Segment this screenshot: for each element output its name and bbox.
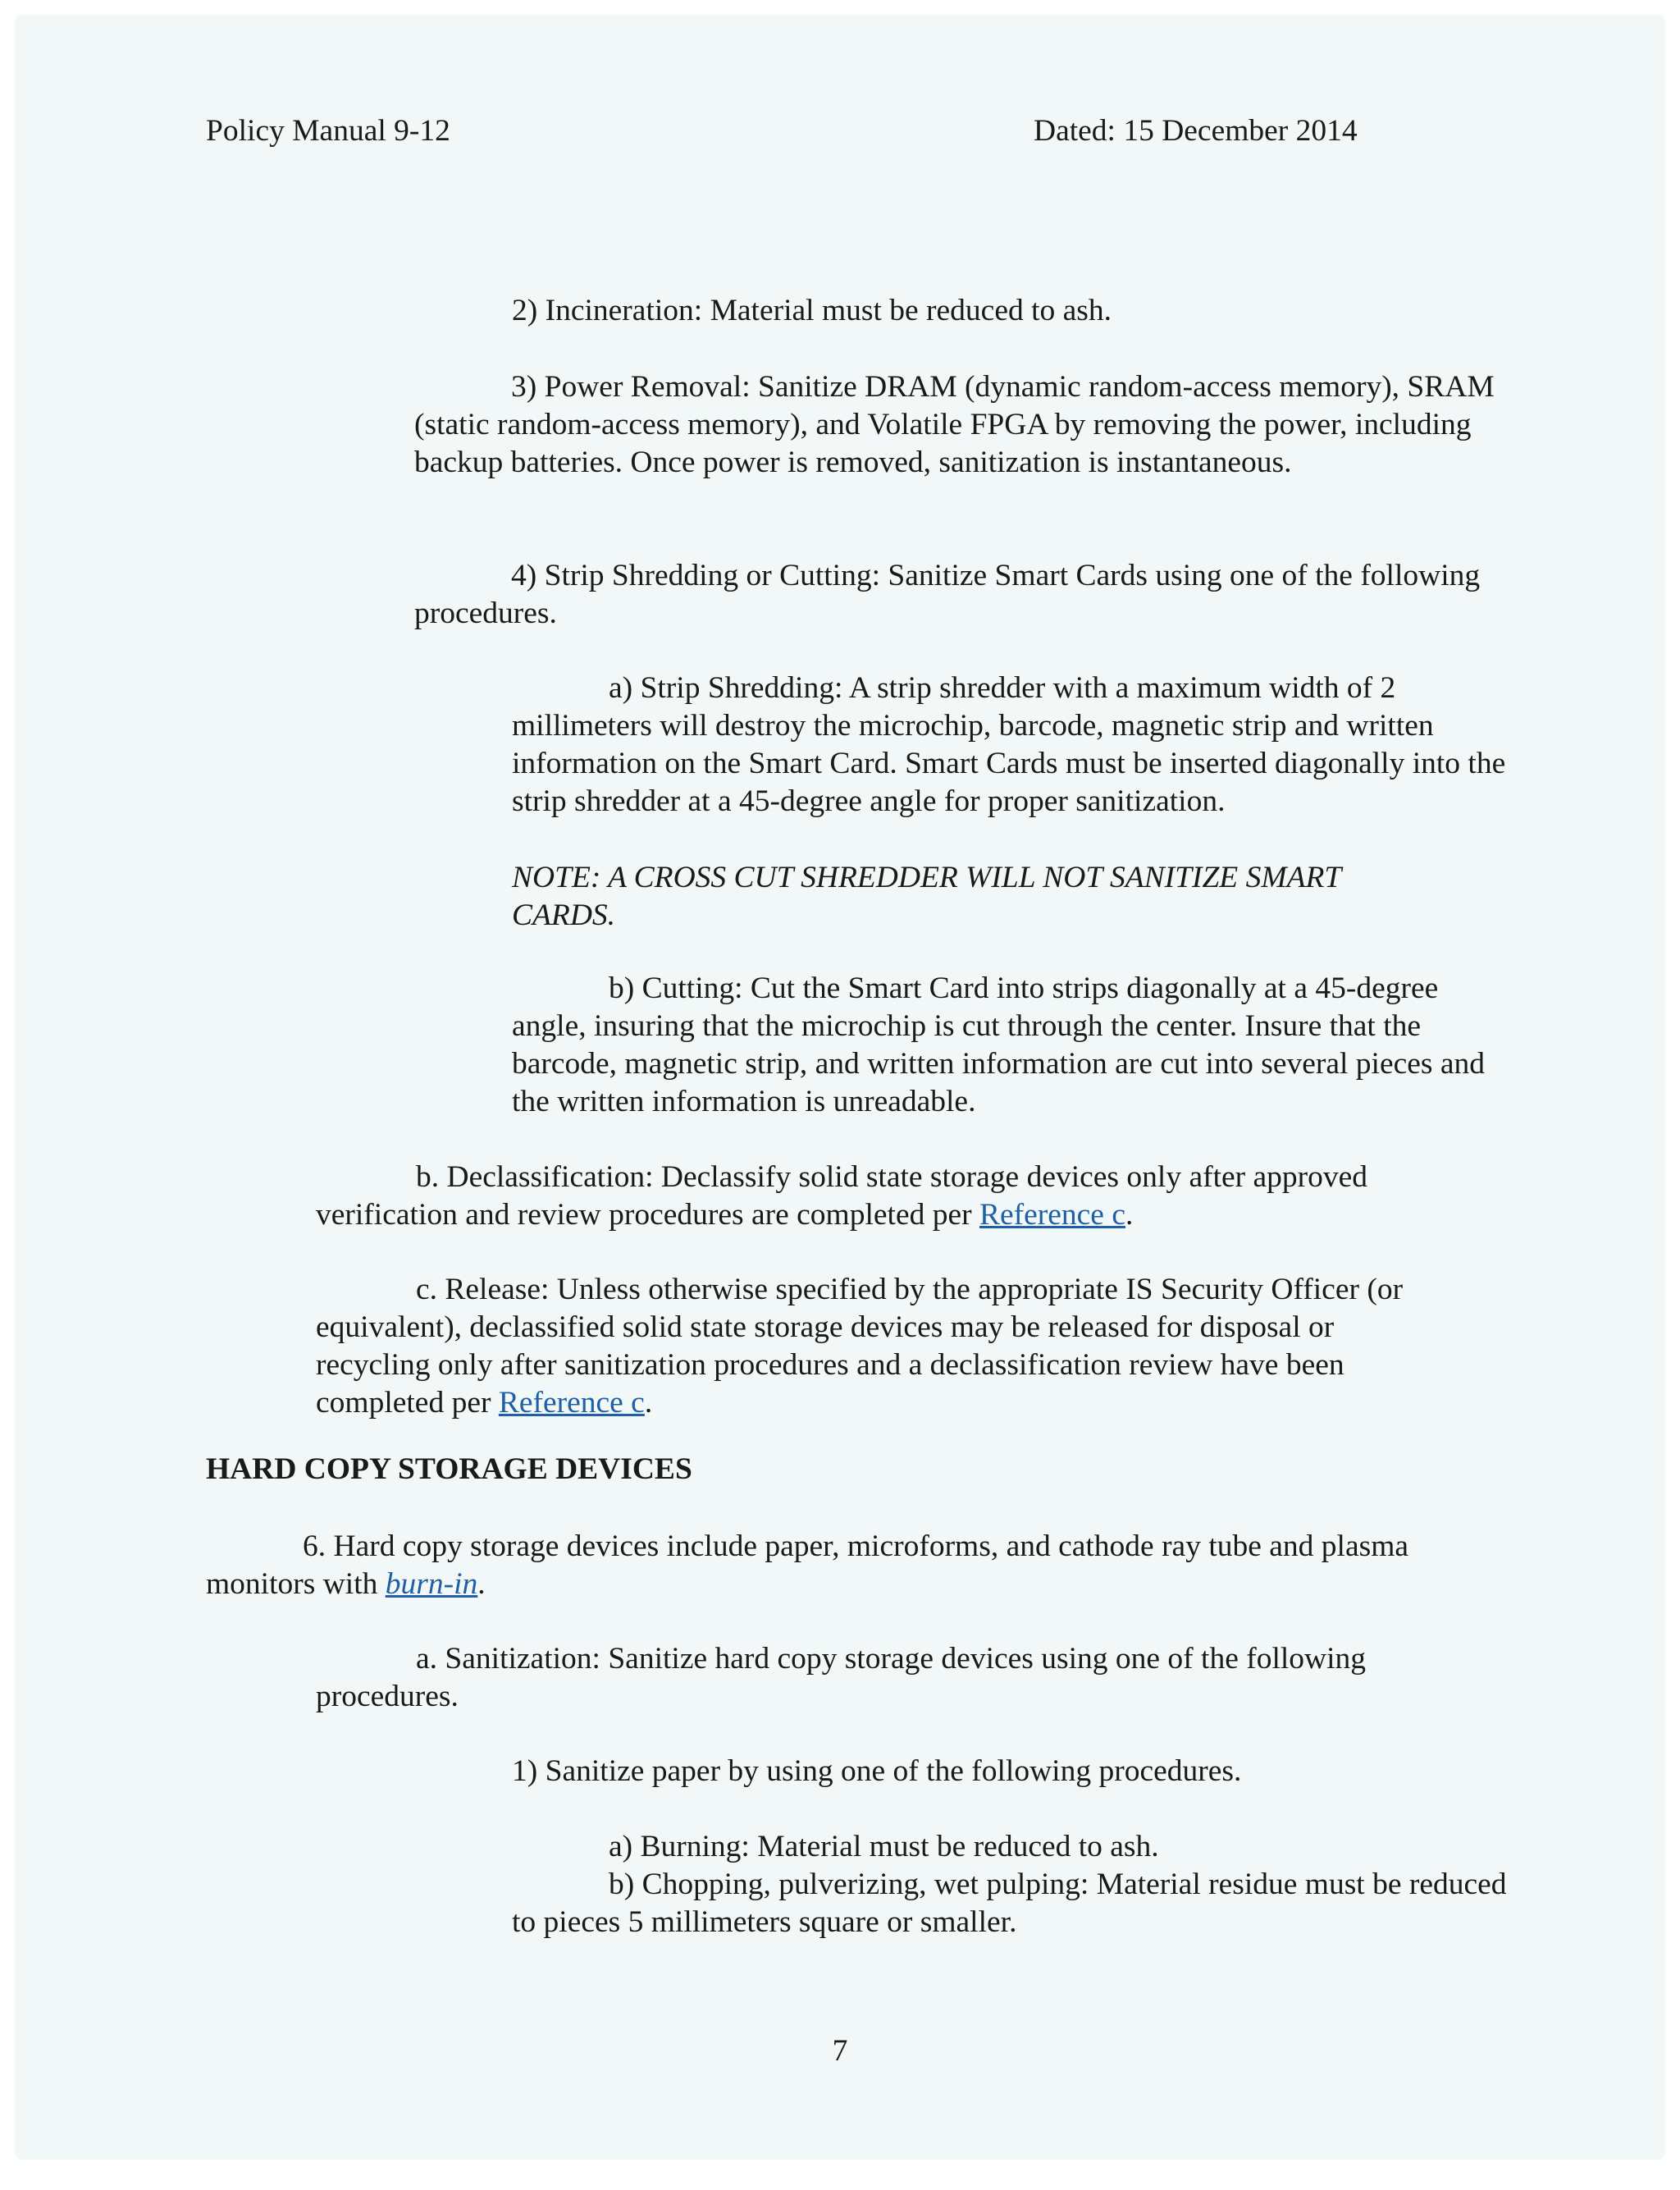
paragraph-strip-shredding: a) Strip Shredding: A strip shredder with a maximum width of 2 millimeters will destroy the microchip, barcode, magnetic strip and written information on the Smart Card. Smart Cards must be inserted diagonally into the strip shredder at a 45-degree angle for proper sanitization. bbox=[512, 671, 1506, 818]
paragraph-note: NOTE: A CROSS CUT SHREDDER WILL NOT SANITIZE SMART CARDS. bbox=[512, 861, 1341, 932]
reference-c-link[interactable]: Reference c bbox=[979, 1198, 1125, 1232]
hard-copy-period: . bbox=[477, 1567, 486, 1601]
document-page bbox=[16, 16, 1664, 2159]
hard-copy-text: 6. Hard copy storage devices include paper, microforms, and cathode ray tube and plasma monitors with bbox=[206, 1529, 1409, 1601]
paragraph-strip-shredding-or-cutting: 4) Strip Shredding or Cutting: Sanitize Smart Cards using one of the following procedures. bbox=[414, 559, 1481, 630]
paragraph-declassification bbox=[316, 1159, 1464, 1234]
paragraph-sanitization: a. Sanitization: Sanitize hard copy storage devices using one of the following procedures. bbox=[316, 1642, 1367, 1713]
paragraph-release bbox=[316, 1271, 1448, 1422]
declassification-period: . bbox=[1125, 1198, 1134, 1232]
paragraph-incineration: 2) Incineration: Material must be reduced to ash. bbox=[512, 294, 1112, 327]
paragraph-burning: a) Burning: Material must be reduced to ash. bbox=[609, 1830, 1159, 1863]
page-number: 7 bbox=[832, 2034, 848, 2068]
paragraph-power-removal: 3) Power Removal: Sanitize DRAM (dynamic random-access memory), SRAM (static random-access memory), and Volatile FPGA by removing the power, including backup batteries. Once power is removed, sanitization is instantaneous. bbox=[414, 370, 1495, 479]
paragraph-sanitize-paper: 1) Sanitize paper by using one of the following procedures. bbox=[512, 1754, 1242, 1788]
section-heading-hard-copy: HARD COPY STORAGE DEVICES bbox=[206, 1452, 692, 1486]
header-manual-title: Policy Manual 9-12 bbox=[206, 114, 450, 148]
header-date: Dated: 15 December 2014 bbox=[1034, 114, 1358, 148]
release-text: c. Release: Unless otherwise specified by the appropriate IS Security Officer (or equivalent), declassified solid state storage devices may be released for disposal or recycling only after sanitization procedures and a declassification review have been completed per bbox=[316, 1273, 1404, 1420]
paragraph-cutting: b) Cutting: Cut the Smart Card into strips diagonally at a 45-degree angle, insuring that the microchip is cut through the center. Insure that the barcode, magnetic strip, and written information are cut into several pieces and the written information is unreadable. bbox=[512, 972, 1486, 1118]
paragraph-chopping: b) Chopping, pulverizing, wet pulping: Material residue must be reduced to pieces 5 millimeters square or smaller. bbox=[512, 1868, 1507, 1939]
reference-c-link[interactable]: Reference c bbox=[498, 1386, 645, 1420]
burn-in-link[interactable]: burn-in bbox=[385, 1567, 478, 1601]
paragraph-6-hard-copy bbox=[206, 1528, 1436, 1603]
release-period: . bbox=[644, 1386, 653, 1420]
declassification-text: b. Declassification: Declassify solid state storage devices only after approved verification and review procedures are completed per bbox=[316, 1160, 1368, 1232]
